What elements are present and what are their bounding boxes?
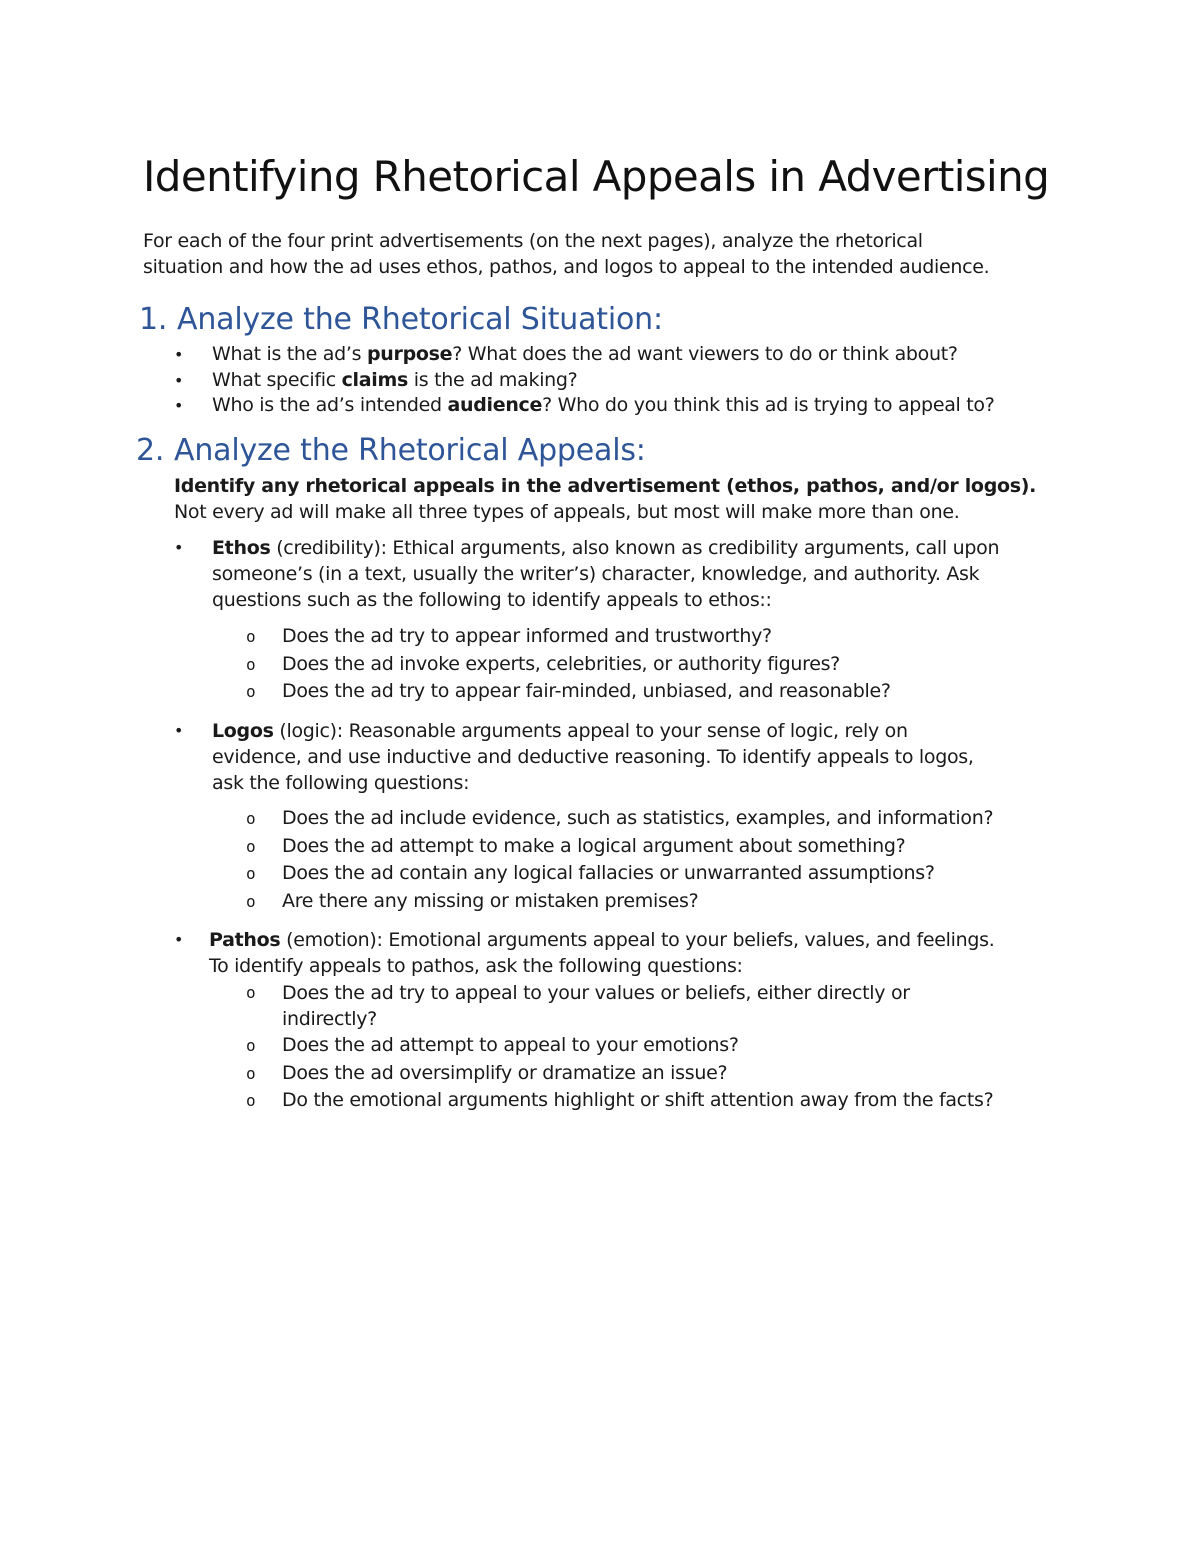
list-item xyxy=(246,623,891,651)
bullet-icon: • xyxy=(174,396,184,415)
question-text: Does the ad try to appear fair-minded, unbiased, and reasonable? xyxy=(282,680,891,702)
list-item xyxy=(174,368,995,394)
item-text: What is the ad’s xyxy=(212,343,367,365)
lead-bold-line: Identify any rhetorical appeals in the advertisement (ethos, pathos, and/or logos). xyxy=(174,475,1037,497)
list-item xyxy=(246,805,994,833)
circle-bullet-icon: o xyxy=(246,864,256,883)
list-item-continuation xyxy=(282,1006,993,1032)
question-text: Does the ad attempt to appeal to your emotions? xyxy=(282,1034,739,1056)
bullet-icon: • xyxy=(174,538,184,557)
question-text: Does the ad oversimplify or dramatize an issue? xyxy=(282,1061,728,1084)
section-2-heading xyxy=(136,433,646,468)
logos-question-list xyxy=(246,805,994,915)
list-item xyxy=(174,393,995,419)
section-title: Analyze the Rhetorical Appeals: xyxy=(174,433,646,468)
circle-bullet-icon: o xyxy=(246,1091,256,1110)
list-item xyxy=(246,651,891,679)
section-1-heading xyxy=(139,302,663,337)
logos-line: evidence, and use inductive and deductive reasoning. To identify appeals to logos, xyxy=(212,746,974,768)
question-text: Does the ad try to appear informed and trustworthy? xyxy=(282,625,772,647)
bullet-icon: • xyxy=(174,370,184,390)
intro-line: situation and how the ad uses ethos, pathos, and logos to appeal to the intended audience. xyxy=(143,256,990,278)
ethos-term: Ethos xyxy=(212,537,271,559)
question-text: Does the ad contain any logical fallacies or unwarranted assumptions? xyxy=(282,862,935,884)
circle-bullet-icon: o xyxy=(246,891,256,911)
circle-bullet-icon: o xyxy=(246,654,256,674)
circle-bullet-icon: o xyxy=(246,983,256,1002)
logos-paragraph xyxy=(174,718,974,796)
question-text: indirectly? xyxy=(282,1008,377,1030)
pathos-paragraph xyxy=(174,927,995,979)
item-text: is the ad making? xyxy=(408,368,578,391)
ethos-line: someone’s (in a text, usually the writer’s) character, knowledge, and authority. Ask xyxy=(212,563,980,585)
item-text: Who is the ad’s intended xyxy=(212,394,448,416)
list-item xyxy=(246,1060,993,1088)
ethos-paragraph xyxy=(174,535,1000,613)
section-number: 2. xyxy=(136,433,165,468)
document-title: Identifying Rhetorical Appeals in Advertising xyxy=(143,152,1050,201)
lead-line: Not every ad will make all three types of appeals, but most will make more than one. xyxy=(174,501,960,523)
item-keyword: claims xyxy=(341,368,409,391)
bullet-icon: • xyxy=(174,721,184,740)
list-item xyxy=(246,980,993,1006)
bullet-icon: • xyxy=(174,345,184,364)
ethos-line: questions such as the following to identify appeals to ethos:: xyxy=(212,589,772,611)
list-item xyxy=(246,860,993,888)
circle-bullet-icon: o xyxy=(246,836,256,856)
item-keyword: purpose xyxy=(366,343,453,365)
question-text: Does the ad try to appeal to your values or beliefs, either directly or xyxy=(282,982,910,1004)
pathos-line: (emotion): Emotional arguments appeal to your beliefs, values, and feelings. xyxy=(280,929,995,951)
item-text: What specific xyxy=(212,368,342,391)
list-item xyxy=(174,342,995,368)
item-text: ? Who do you think this ad is trying to appeal to? xyxy=(542,394,995,416)
list-item xyxy=(246,888,993,916)
section-title: Analyze the Rhetorical Situation: xyxy=(177,302,663,337)
circle-bullet-icon: o xyxy=(246,809,256,828)
appeals-lead-paragraph xyxy=(174,473,1036,525)
pathos-term: Pathos xyxy=(209,929,281,951)
question-text: Does the ad invoke experts, celebrities, or authority figures? xyxy=(282,652,840,675)
item-keyword: audience xyxy=(447,394,543,416)
item-text: ? What does the ad want viewers to do or think about? xyxy=(452,343,958,365)
ethos-line: (credibility): Ethical arguments, also known as credibility arguments, call upon xyxy=(270,537,1000,559)
list-item xyxy=(246,1087,994,1115)
situation-question-list xyxy=(174,342,995,419)
pathos-line: To identify appeals to pathos, ask the following questions: xyxy=(209,955,743,977)
question-text: Does the ad include evidence, such as statistics, examples, and information? xyxy=(282,807,994,829)
logos-line: (logic): Reasonable arguments appeal to your sense of logic, rely on xyxy=(273,720,908,742)
circle-bullet-icon: o xyxy=(246,1063,256,1083)
list-item xyxy=(246,678,891,706)
intro-line: For each of the four print advertisements (on the next pages), analyze the rhetorical xyxy=(143,230,923,252)
intro-paragraph xyxy=(143,228,1103,280)
question-text: Does the ad attempt to make a logical argument about something? xyxy=(282,834,906,857)
logos-line: ask the following questions: xyxy=(212,772,470,794)
pathos-question-list xyxy=(246,980,994,1115)
bullet-icon: • xyxy=(174,930,184,949)
section-number: 1. xyxy=(139,302,168,337)
circle-bullet-icon: o xyxy=(246,682,256,701)
ethos-question-list xyxy=(246,623,891,706)
list-item xyxy=(246,833,993,861)
circle-bullet-icon: o xyxy=(246,627,256,646)
logos-term: Logos xyxy=(212,720,274,742)
circle-bullet-icon: o xyxy=(246,1036,256,1055)
list-item xyxy=(246,1032,993,1060)
question-text: Do the emotional arguments highlight or shift attention away from the facts? xyxy=(282,1089,994,1111)
question-text: Are there any missing or mistaken premises? xyxy=(282,889,699,912)
